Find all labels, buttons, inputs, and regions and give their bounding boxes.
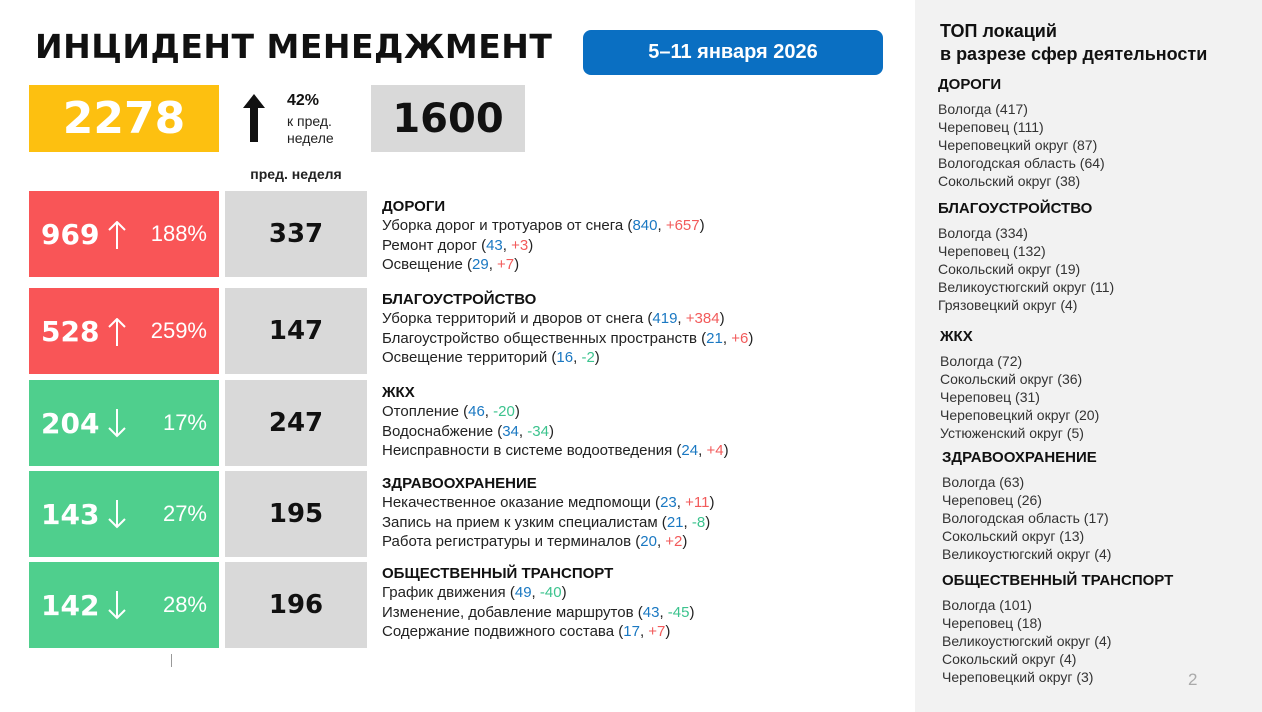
- sidebar-location-item: Великоустюгский округ (4): [942, 546, 1112, 562]
- item-text: Отопление: [382, 403, 459, 420]
- category-details: [382, 291, 902, 368]
- item-text: Уборка дорог и тротуаров от снега: [382, 217, 624, 234]
- sidebar-location-item: Великоустюгский округ (4): [942, 633, 1112, 649]
- category-change-percent: 17%: [162, 410, 207, 435]
- category-item: Уборка дорог и тротуаров от снега (840, +657): [382, 217, 705, 234]
- category-count: 142: [41, 588, 100, 622]
- item-text: График движения: [382, 584, 506, 601]
- category-change-percent: 27%: [162, 501, 207, 526]
- arrow-up-icon: [107, 318, 127, 348]
- category-count: 528: [41, 314, 100, 348]
- item-value: 17: [623, 623, 640, 640]
- item-delta: +11: [685, 494, 710, 511]
- divider-tick: [171, 654, 172, 667]
- item-delta: +657: [665, 217, 700, 234]
- sidebar-location-item: Череповец (31): [940, 389, 1040, 405]
- sidebar-title-line2: в разрезе сфер деятельности: [940, 44, 1208, 64]
- category-item: Освещение территорий (16, -2): [382, 349, 600, 366]
- change-percent: 42%: [287, 92, 320, 109]
- sidebar-title: [940, 20, 1207, 66]
- sidebar-location-item: Грязовецкий округ (4): [938, 297, 1078, 313]
- sidebar-section: [940, 328, 1240, 442]
- sidebar-location-item: Вологда (334): [938, 225, 1028, 241]
- category-count-card: [29, 471, 219, 557]
- item-delta: +7: [648, 623, 666, 640]
- category-item: График движения (49, -40): [382, 584, 567, 601]
- arrow-up-icon: [107, 221, 127, 251]
- sidebar-section-title: БЛАГОУСТРОЙСТВО: [938, 200, 1093, 217]
- category-count: 143: [41, 497, 100, 531]
- item-delta: +7: [497, 256, 515, 273]
- arrow-down-icon: [107, 590, 127, 620]
- item-text: Содержание подвижного состава: [382, 623, 615, 640]
- item-delta: +4: [706, 442, 724, 459]
- arrow-up-icon: [240, 92, 268, 144]
- category-change-percent: 259%: [150, 318, 207, 343]
- category-prev-week: 337: [225, 191, 367, 277]
- category-prev-week: 196: [225, 562, 367, 648]
- sidebar-section: [942, 449, 1242, 563]
- item-value: 21: [666, 513, 684, 531]
- sidebar-location-item: Череповецкий округ (87): [938, 137, 1098, 153]
- category-count: 204: [41, 406, 100, 440]
- change-caption: к пред. неделе: [287, 113, 334, 146]
- sidebar-location-item: Вологодская область (17): [942, 510, 1109, 526]
- sidebar-location-item: Череповец (132): [938, 243, 1046, 259]
- sidebar-location-item: Сокольский округ (38): [938, 173, 1081, 189]
- item-value: 34: [502, 422, 519, 440]
- sidebar-location-item: Череповец (111): [938, 119, 1044, 135]
- sidebar-section-title: ЗДРАВООХРАНЕНИЕ: [942, 449, 1097, 466]
- item-text: Ремонт дорог: [382, 236, 477, 254]
- item-text: Благоустройство общественных пространств: [382, 329, 697, 347]
- item-value: 20: [640, 533, 657, 550]
- sidebar-location-item: Вологда (417): [938, 101, 1028, 117]
- category-item: Изменение, добавление маршрутов (43, -45): [382, 603, 695, 621]
- item-text: Освещение: [382, 256, 463, 273]
- sidebar-section-title: ДОРОГИ: [938, 76, 1002, 93]
- category-count-card: [29, 191, 219, 277]
- sidebar-section-title: ЖКХ: [940, 328, 973, 345]
- category-title: ЗДРАВООХРАНЕНИЕ: [382, 475, 537, 492]
- category-item: Уборка территорий и дворов от снега (419, +384): [382, 310, 725, 327]
- item-delta: -45: [667, 603, 690, 621]
- category-details: [382, 565, 902, 642]
- category-count-card: [29, 288, 219, 374]
- category-item: Запись на прием к узким специалистам (21, -8): [382, 513, 711, 531]
- sidebar-location-item: Вологда (72): [940, 353, 1023, 369]
- item-value: 29: [472, 256, 489, 273]
- sidebar-section-title: ОБЩЕСТВЕННЫЙ ТРАНСПОРТ: [942, 572, 1174, 589]
- item-text: Уборка территорий и дворов от снега: [382, 310, 648, 327]
- sidebar-location-item: Череповец (18): [942, 615, 1042, 631]
- item-delta: -20: [493, 403, 515, 420]
- sidebar-location-item: Сокольский округ (13): [942, 528, 1085, 544]
- category-change-percent: 188%: [150, 221, 207, 246]
- item-delta: -34: [527, 422, 549, 440]
- category-count: 969: [41, 217, 100, 251]
- total-incidents: 2278: [29, 85, 219, 152]
- item-value: 16: [556, 349, 574, 366]
- sidebar-location-item: Череповецкий округ (3): [942, 669, 1094, 685]
- item-text: Освещение территорий: [382, 349, 548, 366]
- category-item: Ремонт дорог (43, +3): [382, 236, 534, 254]
- arrow-down-icon: [107, 499, 127, 529]
- item-delta: +3: [511, 236, 529, 254]
- sidebar-location-item: Сокольский округ (36): [940, 371, 1083, 387]
- sidebar-location-item: Великоустюгский округ (11): [938, 279, 1115, 295]
- sidebar-location-item: Вологда (63): [942, 474, 1025, 490]
- item-delta: -2: [581, 349, 595, 366]
- sidebar-location-item: Вологодская область (64): [938, 155, 1105, 171]
- category-item: Отопление (46, -20): [382, 403, 520, 420]
- category-item: Содержание подвижного состава (17, +7): [382, 623, 671, 640]
- category-details: [382, 475, 902, 552]
- category-prev-week: 195: [225, 471, 367, 557]
- sidebar-location-item: Устюженский округ (5): [940, 425, 1084, 441]
- date-range-badge: 5–11 января 2026: [583, 30, 883, 75]
- item-text: Запись на прием к узким специалистам: [382, 513, 658, 531]
- sidebar-section: [938, 76, 1238, 190]
- category-item: Некачественное оказание медпомощи (23, +11): [382, 494, 715, 511]
- item-value: 21: [706, 329, 723, 347]
- sidebar-location-item: Сокольский округ (4): [942, 651, 1077, 667]
- category-details: [382, 384, 902, 461]
- item-value: 24: [681, 442, 699, 459]
- page-title: ИНЦИДЕНТ МЕНЕДЖМЕНТ: [35, 27, 553, 66]
- sidebar-section: [942, 572, 1242, 686]
- sidebar-location-item: Череповец (26): [942, 492, 1042, 508]
- item-value: 23: [660, 494, 677, 511]
- page-number: 2: [1188, 670, 1198, 689]
- category-title: ЖКХ: [382, 384, 415, 401]
- sidebar-section: [938, 200, 1238, 314]
- category-title: БЛАГОУСТРОЙСТВО: [382, 291, 537, 308]
- item-delta: +6: [731, 329, 749, 347]
- item-value: 419: [652, 310, 678, 327]
- sidebar-location-item: Череповецкий округ (20): [940, 407, 1100, 423]
- item-text: Неисправности в системе водоотведения: [382, 442, 673, 459]
- category-item: Работа регистратуры и терминалов (20, +2): [382, 533, 688, 550]
- prev-week-total: 1600: [371, 85, 525, 152]
- category-item: Освещение (29, +7): [382, 256, 520, 273]
- category-prev-week: 147: [225, 288, 367, 374]
- category-title: ОБЩЕСТВЕННЫЙ ТРАНСПОРТ: [382, 565, 614, 582]
- category-change-percent: 28%: [162, 592, 207, 617]
- sidebar-title-line1: ТОП локаций: [940, 21, 1057, 41]
- arrow-down-icon: [107, 408, 127, 438]
- item-text: Некачественное оказание медпомощи: [382, 494, 651, 511]
- item-value: 46: [468, 403, 485, 420]
- sidebar-location-item: Сокольский округ (19): [938, 261, 1081, 277]
- item-text: Изменение, добавление маршрутов: [382, 603, 634, 621]
- item-value: 43: [642, 603, 660, 621]
- category-details: [382, 198, 902, 275]
- item-value: 43: [486, 236, 503, 254]
- item-delta: +384: [685, 310, 720, 327]
- item-delta: +2: [665, 533, 683, 550]
- category-count-card: [29, 380, 219, 466]
- category-prev-week: 247: [225, 380, 367, 466]
- category-item: Неисправности в системе водоотведения (24, +4): [382, 442, 729, 459]
- category-item: Водоснабжение (34, -34): [382, 422, 554, 440]
- category-count-card: [29, 562, 219, 648]
- item-delta: -40: [539, 584, 562, 601]
- category-item: Благоустройство общественных пространств (21, +6): [382, 329, 754, 347]
- item-text: Водоснабжение: [382, 422, 494, 440]
- item-value: 840: [632, 217, 658, 234]
- sidebar-location-item: Вологда (101): [942, 597, 1032, 613]
- item-text: Работа регистратуры и терминалов: [382, 533, 632, 550]
- item-delta: -8: [691, 513, 706, 531]
- item-value: 49: [514, 584, 532, 601]
- prev-week-header: пред. неделя: [250, 166, 342, 182]
- category-title: ДОРОГИ: [382, 198, 446, 215]
